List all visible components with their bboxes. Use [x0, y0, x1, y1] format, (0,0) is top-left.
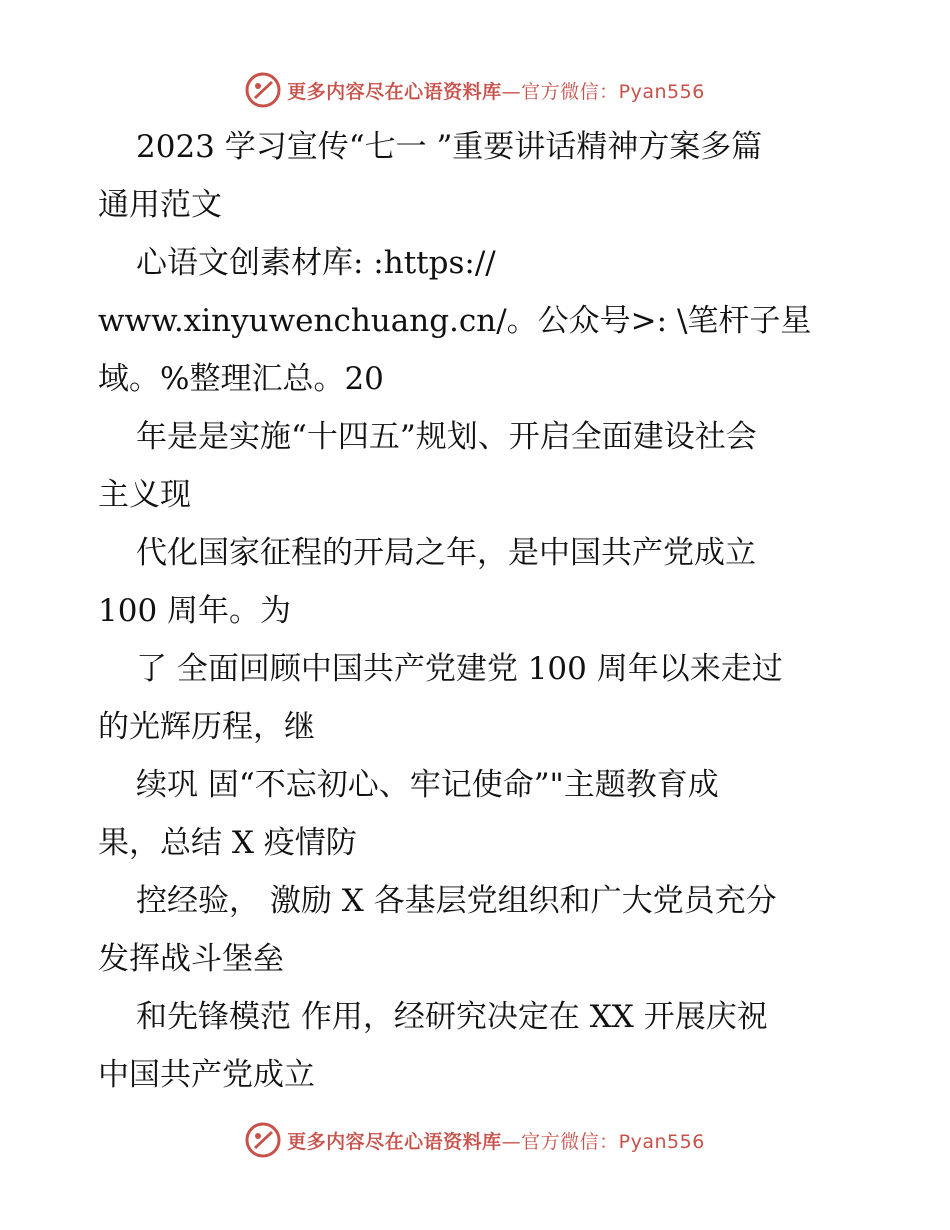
- text-line: 和先锋模范 作用，经研究决定在 XX 开展庆祝: [136, 999, 768, 1035]
- banner-text: [287, 1127, 705, 1154]
- footer-watermark-banner: [0, 1120, 950, 1160]
- text-line: 年是是实施“十四五”规划、开启全面建设社会: [136, 419, 757, 455]
- text-line: 心语文创素材库: :https://: [136, 245, 496, 281]
- banner-brand: 更多内容尽在心语资料库: [287, 80, 502, 103]
- text-line: 代化国家征程的开局之年，是中国共产党成立: [136, 535, 756, 571]
- text-line: 100 周年。为: [98, 593, 292, 629]
- header-watermark-banner: [0, 70, 950, 110]
- banner-brand: 更多内容尽在心语资料库: [287, 1130, 502, 1153]
- brand-logo-icon: [245, 72, 281, 108]
- text-line: 果，总结 X 疫情防: [98, 825, 357, 861]
- text-line: 主义现: [98, 477, 191, 513]
- text-line: 域。%整理汇总。20: [98, 361, 384, 397]
- text-line: www.xinyuwenchuang.cn/。公众号>: \笔杆子星: [98, 303, 812, 339]
- banner-text: [287, 77, 705, 104]
- banner-contact: —官方微信：Pyan556: [501, 80, 705, 103]
- brand-logo-icon: [245, 1122, 281, 1158]
- text-line: 控经验， 激励 X 各基层党组织和广大党员充分: [136, 883, 777, 919]
- text-line: 发挥战斗堡垒: [98, 941, 284, 977]
- text-line: 2023 学习宣传“七一 ”重要讲话精神方案多篇: [136, 129, 763, 165]
- text-line: 的光辉历程，继: [98, 709, 315, 745]
- document-body: [98, 118, 868, 1104]
- banner-contact: —官方微信：Pyan556: [501, 1130, 705, 1153]
- text-line: 中国共产党成立: [98, 1057, 315, 1093]
- text-line: 通用范文: [98, 187, 222, 223]
- text-line: 了 全面回顾中国共产党建党 100 周年以来走过: [136, 651, 783, 687]
- text-line: 续巩 固“不忘初心、牢记使命”"主题教育成: [136, 767, 719, 803]
